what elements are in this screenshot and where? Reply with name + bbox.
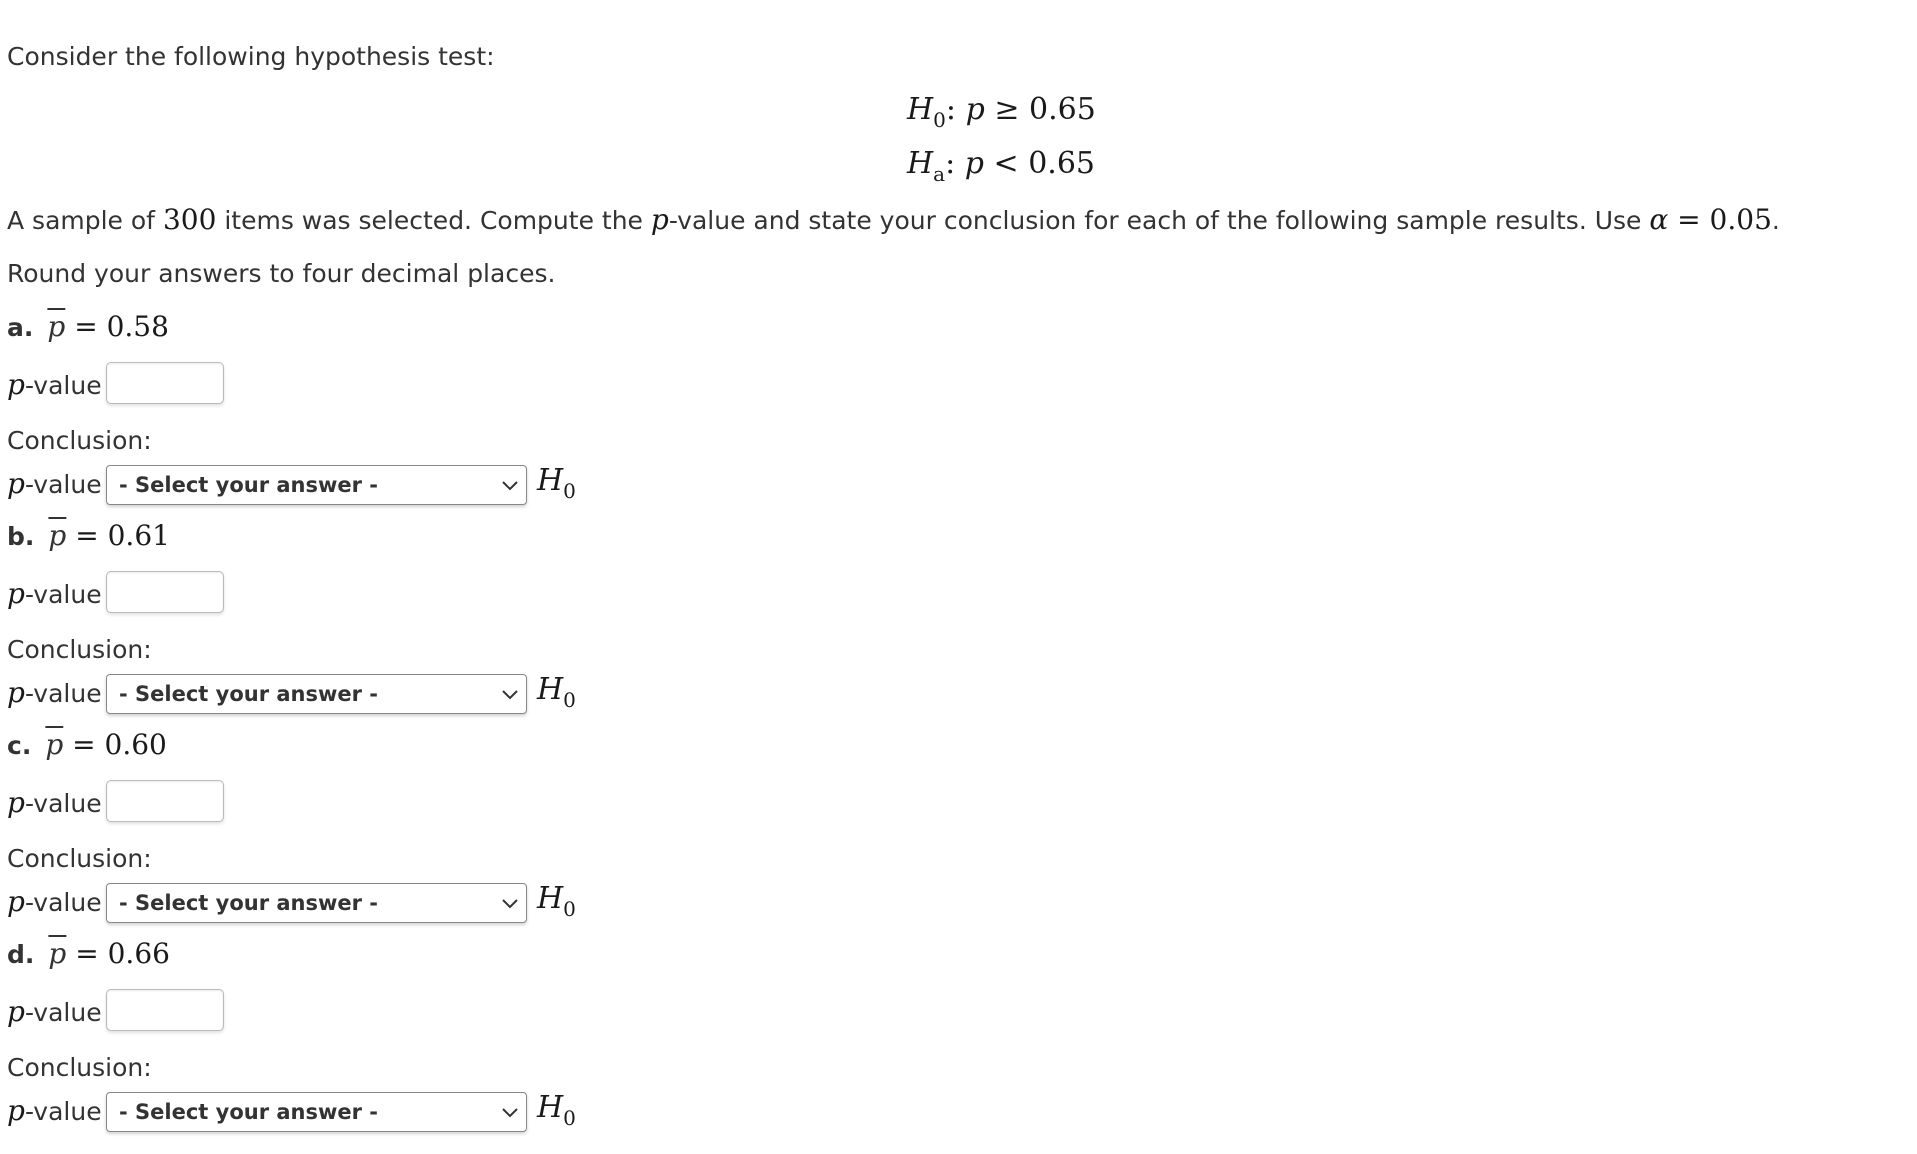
pvalue-label: p-value	[7, 786, 102, 819]
pvalue-label: p-value	[7, 995, 102, 1028]
intro-text: Consider the following hypothesis test:	[7, 42, 495, 71]
alt-var: p	[964, 146, 984, 181]
pvalue-label: p-value	[7, 676, 102, 709]
null-rel: ≥	[984, 92, 1029, 127]
h0-label: $H_0$	[537, 672, 576, 712]
null-var: p	[965, 92, 985, 127]
conclusion-select-c[interactable]	[106, 883, 527, 923]
conclusion-label: Conclusion:	[7, 426, 152, 455]
alpha-symbol: α	[1649, 203, 1669, 236]
pvalue-input-c[interactable]	[106, 780, 224, 822]
alt-hypothesis: $H_a$: p < 0.65	[907, 146, 1095, 186]
select-value: - Select your answer -	[119, 1100, 379, 1124]
part-label: d.	[7, 940, 35, 969]
conclusion-label: Conclusion:	[7, 844, 152, 873]
select-value: - Select your answer -	[119, 682, 379, 706]
select-value: - Select your answer -	[119, 891, 379, 915]
alt-h-sub: a	[933, 162, 946, 186]
chevron-down-icon	[500, 1102, 520, 1122]
pvalue-input-b[interactable]	[106, 571, 224, 613]
pbar-value: 0.61	[107, 519, 170, 552]
pbar-symbol: $\overline{p}$	[48, 519, 67, 552]
part-d-heading: d. $\overline{p} = 0.66$	[7, 937, 170, 970]
null-hypothesis: $H_0$: p ≥ 0.65	[907, 92, 1096, 132]
pvalue-label: p-value	[7, 885, 102, 918]
pvalue-input-a[interactable]	[106, 362, 224, 404]
conclusion-label: Conclusion:	[7, 1053, 152, 1082]
instructions-text: A sample of 300 items was selected. Compute the p-value and state your conclusion for each of the following sample results. Use α = 0.05.	[7, 203, 1780, 236]
null-value: 0.65	[1029, 92, 1096, 127]
part-b-heading: b. $\overline{p} = 0.61$	[7, 519, 170, 552]
conclusion-label: Conclusion:	[7, 635, 152, 664]
part-label: b.	[7, 522, 35, 551]
h0-label: $H_0$	[537, 881, 576, 921]
pvalue-input-d[interactable]	[106, 989, 224, 1031]
null-h-symbol: H	[907, 92, 934, 127]
part-label: a.	[7, 313, 34, 342]
pvalue-label: p-value	[7, 1094, 102, 1127]
chevron-down-icon	[500, 684, 520, 704]
pvalue-label: p-value	[7, 577, 102, 610]
sample-size: 300	[162, 203, 217, 236]
alpha-value: = 0.05	[1668, 203, 1772, 236]
chevron-down-icon	[500, 893, 520, 913]
pbar-value: 0.58	[106, 310, 169, 343]
h0-label: $H_0$	[537, 1090, 576, 1130]
select-value: - Select your answer -	[119, 473, 379, 497]
conclusion-select-d[interactable]	[106, 1092, 527, 1132]
conclusion-select-a[interactable]	[106, 465, 527, 505]
pvalue-label: p-value	[7, 368, 102, 401]
pbar-value: 0.60	[104, 728, 167, 761]
part-a-heading: a. $\overline{p} = 0.58$	[7, 310, 169, 343]
h0-label: $H_0$	[537, 463, 576, 503]
part-label: c.	[7, 731, 32, 760]
pbar-value: 0.66	[107, 937, 170, 970]
null-h-sub: 0	[933, 108, 946, 132]
pbar-symbol: $\overline{p}$	[47, 310, 66, 343]
conclusion-select-b[interactable]	[106, 674, 527, 714]
alt-value: 0.65	[1028, 146, 1095, 181]
part-c-heading: c. $\overline{p} = 0.60$	[7, 728, 167, 761]
pbar-symbol: $\overline{p}$	[48, 937, 67, 970]
rounding-instruction: Round your answers to four decimal places.	[7, 259, 556, 288]
pbar-symbol: $\overline{p}$	[45, 728, 64, 761]
chevron-down-icon	[500, 475, 520, 495]
alt-rel: <	[983, 146, 1029, 181]
alt-h-symbol: H	[907, 146, 934, 181]
pvalue-label: p-value	[7, 467, 102, 500]
